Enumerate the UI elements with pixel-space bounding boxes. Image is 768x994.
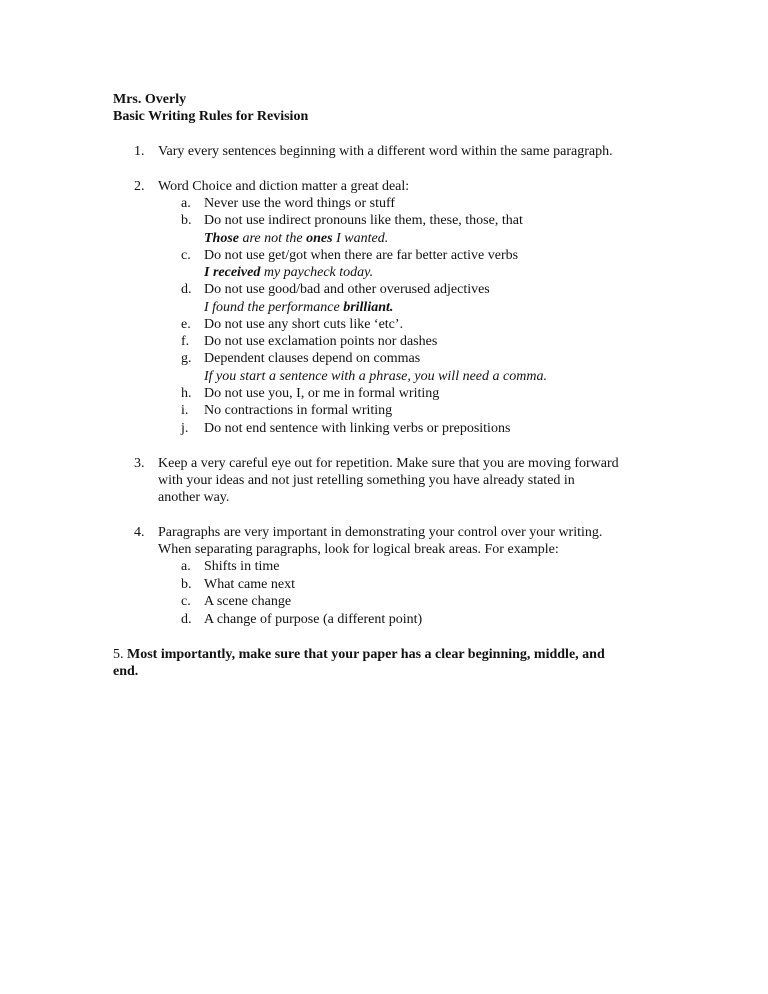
subitem-marker: j. — [181, 421, 189, 436]
example-emphasis: brilliant. — [343, 300, 394, 315]
subitem-text: Do not use you, I, or me in formal writing — [204, 386, 440, 401]
example-sentence — [204, 368, 547, 385]
subitem-text: Do not use indirect pronouns like them, these, those, that — [204, 213, 523, 228]
subitem-text: No contractions in formal writing — [204, 403, 393, 418]
item-text-line: When separating paragraphs, look for logical break areas. For example: — [158, 542, 559, 557]
subitem-text: Dependent clauses depend on commas — [204, 351, 421, 366]
subitem-marker: i. — [181, 403, 189, 418]
final-item — [113, 646, 605, 663]
item-marker: 4. — [134, 525, 145, 540]
example-sentence — [204, 299, 393, 316]
item-text-line: Keep a very careful eye out for repetition. Make sure that you are moving forward — [158, 456, 619, 471]
subitem-text: Do not use exclamation points nor dashes — [204, 334, 438, 349]
subitem-marker: e. — [181, 317, 191, 332]
subitem-text: Do not end sentence with linking verbs or prepositions — [204, 421, 511, 436]
subitem-text: Do not use get/got when there are far better active verbs — [204, 248, 519, 263]
item-marker: 1. — [134, 144, 145, 159]
subitem-text: Do not use good/bad and other overused adjectives — [204, 282, 490, 297]
subitem-marker: a. — [181, 196, 191, 211]
final-item-text: Most importantly, make sure that your paper has a clear beginning, middle, and — [127, 647, 605, 662]
item-text-line: another way. — [158, 490, 230, 505]
example-text: are not the — [239, 231, 307, 246]
example-emphasis: Those — [204, 231, 239, 246]
subitem-text: Shifts in time — [204, 559, 280, 574]
item-marker: 2. — [134, 179, 145, 194]
subitem-marker: h. — [181, 386, 192, 401]
subitem-text: A scene change — [204, 594, 292, 609]
item-text: Vary every sentences beginning with a different word within the same paragraph. — [158, 144, 613, 159]
document-title: Basic Writing Rules for Revision — [113, 109, 309, 124]
example-text: I found the performance — [204, 300, 344, 315]
subitem-marker: d. — [181, 612, 192, 627]
author-name: Mrs. Overly — [113, 92, 187, 107]
item-text-line: Paragraphs are very important in demonstrating your control over your writing. — [158, 525, 603, 540]
example-sentence — [204, 230, 388, 247]
subitem-marker: c. — [181, 248, 191, 263]
item-marker: 5. — [113, 647, 124, 662]
subitem-marker: g. — [181, 351, 192, 366]
subitem-marker: b. — [181, 577, 192, 592]
example-text: my paycheck today. — [260, 265, 374, 280]
item-marker: 3. — [134, 456, 145, 471]
subitem-marker: f. — [181, 334, 190, 349]
subitem-marker: c. — [181, 594, 191, 609]
example-sentence — [204, 264, 373, 281]
example-emphasis: ones — [306, 231, 333, 246]
example-text: If you start a sentence with a phrase, you will need a comma. — [204, 369, 547, 384]
subitem-marker: a. — [181, 559, 191, 574]
example-text: I wanted. — [332, 231, 389, 246]
subitem-text: What came next — [204, 577, 295, 592]
example-emphasis: I received — [204, 265, 261, 280]
subitem-text: Never use the word things or stuff — [204, 196, 396, 211]
subitem-marker: d. — [181, 282, 192, 297]
subitem-text: A change of purpose (a different point) — [204, 612, 423, 627]
final-item-text-continued: end. — [113, 664, 139, 679]
subitem-marker: b. — [181, 213, 192, 228]
item-text: Word Choice and diction matter a great deal: — [158, 179, 410, 194]
subitem-text: Do not use any short cuts like ‘etc’. — [204, 317, 404, 332]
item-text-line: with your ideas and not just retelling something you have already stated in — [158, 473, 575, 488]
